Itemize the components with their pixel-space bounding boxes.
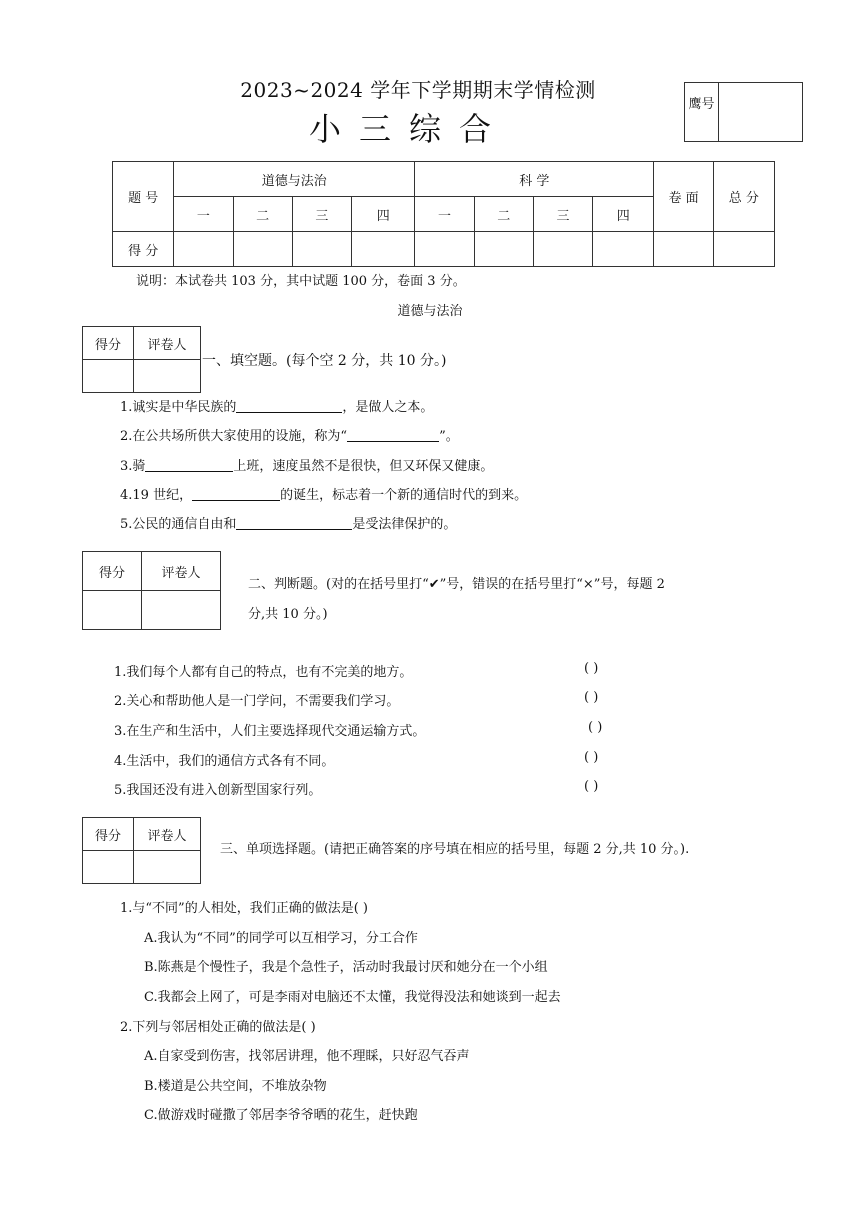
exam-title: 2023~2024 学年下学期期末学情检测	[240, 78, 596, 102]
fill-item: 3.骑 上班，速度虽然不是很快，但又环保又健康。	[120, 459, 494, 474]
part3-heading: 三、单项选择题。(请把正确答案的序号填在相应的括号里，每题 2 分,共 10 分。).	[220, 842, 690, 857]
score-cell[interactable]	[593, 232, 654, 267]
answer-blank[interactable]	[145, 457, 233, 472]
question-number-label: 题 号	[113, 162, 174, 232]
score-table	[112, 161, 775, 267]
score-cell[interactable]	[654, 232, 713, 267]
score-cell[interactable]	[292, 232, 351, 267]
answer-blank[interactable]	[347, 427, 439, 442]
score-cell[interactable]	[352, 232, 415, 267]
grader-name-label: 评卷人	[142, 552, 221, 591]
score-cell[interactable]	[174, 232, 233, 267]
sub-header: 三	[292, 197, 351, 232]
choice-option[interactable]: A.我认为“不同”的同学可以互相学习，分工合作	[144, 931, 418, 946]
answer-blank[interactable]	[236, 515, 352, 530]
choice-option[interactable]: B.楼道是公共空间，不堆放杂物	[144, 1079, 327, 1094]
fill-item: 4.19 世纪， 的诞生，标志着一个新的通信时代的到来。	[120, 488, 528, 503]
grader-score-label: 得分	[83, 818, 134, 851]
sub-header: 一	[415, 197, 474, 232]
judge-item: 4.生活中，我们的通信方式各有不同。	[114, 754, 335, 769]
answer-paren[interactable]: ( )	[584, 750, 599, 765]
grader-name-cell[interactable]	[142, 591, 221, 630]
grader-name-label: 评卷人	[134, 818, 201, 851]
answer-blank[interactable]	[192, 486, 280, 501]
grader-box	[82, 551, 221, 630]
student-id-box	[684, 82, 803, 142]
judge-item: 2.关心和帮助他人是一门学问，不需要我们学习。	[114, 694, 400, 709]
part2-heading-line2: 分,共 10 分。)	[248, 607, 328, 622]
score-row-label: 得 分	[113, 232, 174, 267]
answer-paren[interactable]: ( )	[584, 661, 599, 676]
sub-header: 四	[593, 197, 654, 232]
score-cell[interactable]	[533, 232, 592, 267]
group-morality-law: 道德与法治	[174, 162, 415, 197]
choice-option[interactable]: A.自家受到伤害，找邻居讲理，他不理睬，只好忍气吞声	[144, 1049, 470, 1064]
grader-box	[82, 326, 201, 393]
score-cell[interactable]	[233, 232, 292, 267]
grader-score-cell[interactable]	[83, 591, 142, 630]
choice-question-stem: 1.与“不同”的人相处，我们正确的做法是( )	[120, 901, 368, 916]
grader-score-cell[interactable]	[83, 851, 134, 884]
id-label: 鹰号	[685, 83, 719, 142]
choice-question-stem: 2.下列与邻居相处正确的做法是( )	[120, 1020, 316, 1035]
id-input-cell[interactable]	[719, 83, 803, 142]
score-cell[interactable]	[713, 232, 774, 267]
fill-item: 2.在公共场所供大家使用的设施，称为“ ”。	[120, 429, 459, 444]
fill-item: 5.公民的通信自由和 是受法律保护的。	[120, 517, 457, 532]
part1-heading: 一、填空题。(每个空 2 分，共 10 分。)	[202, 353, 447, 369]
score-cell[interactable]	[474, 232, 533, 267]
choice-option[interactable]: B.陈燕是个慢性子，我是个急性子，活动时我最讨厌和她分在一个小组	[144, 960, 548, 975]
choice-option[interactable]: C.我都会上网了，可是李雨对电脑还不太懂，我觉得没法和她谈到一起去	[144, 990, 561, 1005]
answer-paren[interactable]: ( )	[588, 720, 603, 735]
neatness-label: 卷 面	[654, 162, 713, 232]
exam-note: 说明：本试卷共 103 分，其中试题 100 分，卷面 3 分。	[136, 274, 466, 289]
sub-header: 三	[533, 197, 592, 232]
grader-name-label: 评卷人	[134, 327, 201, 360]
part2-heading-line1: 二、判断题。(对的在括号里打“✔”号，错误的在括号里打“×”号，每题 2	[248, 577, 665, 592]
group-science: 科 学	[415, 162, 654, 197]
sub-header: 二	[474, 197, 533, 232]
grader-score-cell[interactable]	[83, 360, 134, 393]
score-cell[interactable]	[415, 232, 474, 267]
section-title: 道德与法治	[397, 304, 463, 319]
judge-item: 1.我们每个人都有自己的特点，也有不完美的地方。	[114, 665, 413, 680]
judge-item: 5.我国还没有进入创新型国家行列。	[114, 783, 322, 798]
judge-item: 3.在生产和生活中，人们主要选择现代交通运输方式。	[114, 724, 426, 739]
sub-header: 四	[352, 197, 415, 232]
grader-name-cell[interactable]	[134, 851, 201, 884]
answer-blank[interactable]	[236, 398, 342, 413]
answer-paren[interactable]: ( )	[584, 779, 599, 794]
total-label: 总 分	[713, 162, 774, 232]
grader-score-label: 得分	[83, 327, 134, 360]
sub-header: 一	[174, 197, 233, 232]
grader-score-label: 得分	[83, 552, 142, 591]
grader-name-cell[interactable]	[134, 360, 201, 393]
fill-item: 1.诚实是中华民族的 ，是做人之本。	[120, 400, 434, 415]
grader-box	[82, 817, 201, 884]
answer-paren[interactable]: ( )	[584, 690, 599, 705]
sub-header: 二	[233, 197, 292, 232]
exam-subtitle: 小三综合	[308, 110, 509, 148]
choice-option[interactable]: C.做游戏时碰撒了邻居李爷爷晒的花生，赶快跑	[144, 1108, 418, 1123]
